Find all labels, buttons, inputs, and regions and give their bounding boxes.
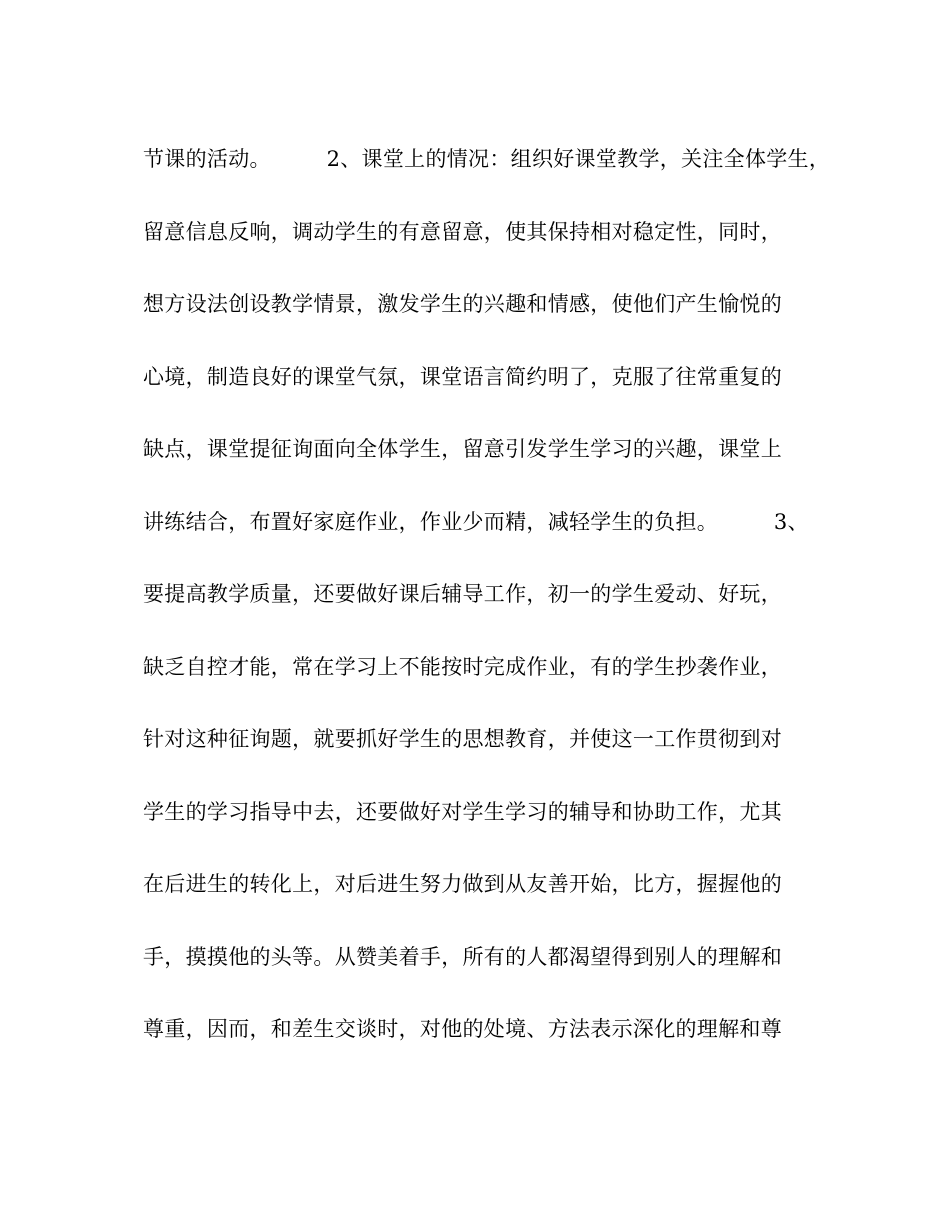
text-line: 心境，制造良好的课堂气氛，课堂语言简约明了，克服了往常重复的 <box>143 364 782 389</box>
text-line: 想方设法创设教学情景，激发学生的兴趣和情感，使他们产生愉悦的 <box>143 292 782 316</box>
text-line: 尊重，因而，和差生交谈时，对他的处境、方法表示深化的理解和尊 <box>143 1017 782 1041</box>
text-line: 针对这种征询题，就要抓好学生的思想教育，并使这一工作贯彻到对 <box>143 727 782 751</box>
text-line: 讲练结合，布置好家庭作业，作业少而精，减轻学生的负担。 3、 <box>143 509 809 534</box>
text-line: 手，摸摸他的头等。从赞美着手，所有的人都渴望得到别人的理解和 <box>143 944 782 969</box>
text-line: 缺点，课堂提征询面向全体学生，留意引发学生学习的兴趣，课堂上 <box>143 437 782 461</box>
body-text <box>143 138 831 1081</box>
text-line: 留意信息反响，调动学生的有意留意，使其保持相对稳定性，同时， <box>143 219 782 244</box>
text-line: 节课的活动。 2、课堂上的情况：组织好课堂教学，关注全体学生， <box>143 147 831 171</box>
text-line: 缺乏自控才能，常在学习上不能按时完成作业，有的学生抄袭作业， <box>143 654 782 679</box>
text-line: 要提高教学质量，还要做好课后辅导工作，初一的学生爱动、好玩， <box>143 582 782 606</box>
text-line: 在后进生的转化上，对后进生努力做到从友善开始，比方，握握他的 <box>143 872 782 896</box>
text-line: 学生的学习指导中去，还要做好对学生学习的辅导和协助工作，尤其 <box>143 799 782 824</box>
